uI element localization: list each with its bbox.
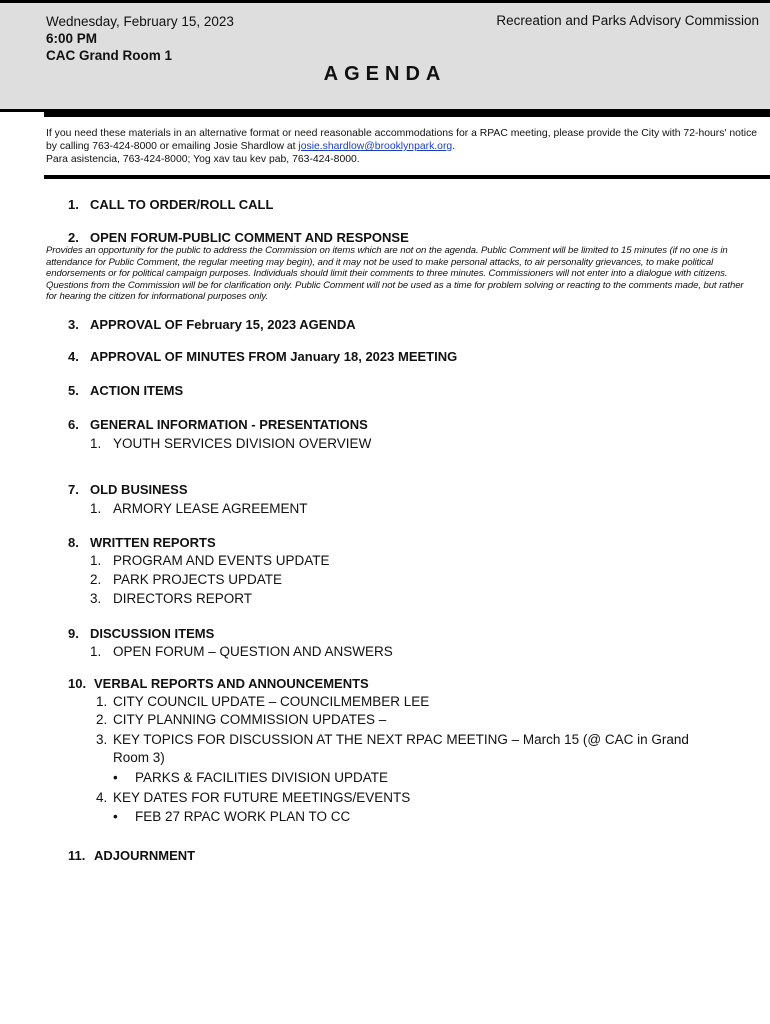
page-title: AGENDA — [323, 63, 447, 85]
sub-item-number: 3. — [96, 732, 108, 747]
sub-item-number: 3. — [90, 591, 102, 606]
accessibility-notice — [46, 127, 762, 166]
agenda-item — [68, 676, 369, 692]
item-number: 1. — [68, 197, 79, 212]
sub-item-label: PARK PROJECTS UPDATE — [113, 572, 283, 587]
item-label: ADJOURNMENT — [94, 848, 196, 863]
notice-period: . — [452, 141, 456, 152]
notice-text: If you need these materials in an alternative format or need reasonable accommodations for a RPAC meeting, please provide the City with 72-hours' notice by calling 763-424-8000 or emailing Josie Shardlow at — [46, 128, 758, 152]
sub-item — [96, 711, 386, 729]
item-number: 7. — [68, 482, 79, 497]
sub-item-label: YOUTH SERVICES DIVISION OVERVIEW — [113, 436, 372, 451]
sub-item-continuation: Room 3) — [113, 750, 165, 765]
notice-translation: Para asistencia, 763-424-8000; Yog xav tau kev pab, 763-424-8000. — [46, 154, 360, 165]
email-link[interactable]: josie.shardlow@brooklynpark.org — [298, 141, 453, 152]
item-label: ACTION ITEMS — [90, 383, 184, 398]
meeting-time: 6:00 PM — [46, 31, 98, 46]
agenda-item — [68, 482, 188, 498]
sub-item — [96, 693, 429, 711]
bullet-item — [113, 769, 388, 787]
meeting-room: CAC Grand Room 1 — [46, 48, 173, 63]
item-label: OLD BUSINESS — [90, 482, 188, 497]
sub-item — [96, 789, 410, 807]
item-label: WRITTEN REPORTS — [90, 535, 216, 550]
agenda-item — [68, 383, 183, 399]
item-number: 4. — [68, 349, 79, 364]
page-header — [0, 3, 770, 109]
sub-item — [90, 500, 308, 518]
agenda-item — [68, 197, 273, 213]
item-number: 2. — [68, 230, 79, 245]
sub-item-label: CITY PLANNING COMMISSION UPDATES – — [113, 712, 387, 727]
notice-divider — [44, 175, 770, 179]
sub-item-label: KEY TOPICS FOR DISCUSSION AT THE NEXT RPAC MEETING – March 15 (@ CAC in Grand — [113, 732, 689, 747]
sub-item — [90, 435, 371, 453]
agenda-item — [68, 317, 356, 333]
item-label: OPEN FORUM-PUBLIC COMMENT AND RESPONSE — [90, 230, 409, 245]
item-number: 11. — [68, 848, 86, 863]
bullet-glyph: • — [113, 809, 118, 824]
item-label: APPROVAL OF February 15, 2023 AGENDA — [90, 317, 356, 332]
sub-item-number: 1. — [90, 553, 102, 568]
sub-item-number: 4. — [96, 790, 108, 805]
sub-item-number: 1. — [96, 694, 108, 709]
item-number: 9. — [68, 626, 79, 641]
sub-item-number: 1. — [90, 501, 102, 516]
item-number: 8. — [68, 535, 79, 550]
sub-item-label: KEY DATES FOR FUTURE MEETINGS/EVENTS — [113, 790, 411, 805]
meeting-date: Wednesday, February 15, 2023 — [46, 14, 234, 29]
item-number: 3. — [68, 317, 79, 332]
item-label: APPROVAL OF MINUTES FROM January 18, 2023 MEETING — [90, 349, 458, 364]
item-label: DISCUSSION ITEMS — [90, 626, 215, 641]
sub-item-label: ARMORY LEASE AGREEMENT — [113, 501, 308, 516]
organization-name: Recreation and Parks Advisory Commission — [496, 13, 759, 28]
sub-item-label: CITY COUNCIL UPDATE – COUNCILMEMBER LEE — [113, 694, 430, 709]
sub-item-number: 1. — [90, 644, 102, 659]
agenda-item — [68, 230, 409, 246]
sub-item-label: DIRECTORS REPORT — [113, 591, 253, 606]
item-number: 6. — [68, 417, 79, 432]
bullet-item — [113, 808, 350, 826]
item-label: VERBAL REPORTS AND ANNOUNCEMENTS — [94, 676, 369, 691]
item-label: GENERAL INFORMATION - PRESENTATIONS — [90, 417, 368, 432]
sub-item — [90, 643, 393, 661]
item-description: Provides an opportunity for the public to address the Commission on items which are not on the agenda. Public Comment will be limited to 15 minutes (if no one is in attendance for Public Comment, the regular meeting may begin), and it may not be used to make personal attacks, to air personality grievances, to make political endorsements or for political campaign purposes. Individuals should limit their comments to three minutes. Commissioners will not enter into a dialogue with citizens. Questions from the Commission will be for clarification only. Public Comment will not be used as a time for problem solving or reacting to the comments made, but rather for hearing the citizen for informational purposes only. — [46, 245, 744, 303]
sub-item — [90, 571, 282, 589]
agenda-item — [68, 535, 216, 551]
sub-item — [90, 590, 252, 608]
divider-notch — [0, 112, 44, 117]
sub-item-number: 2. — [96, 712, 108, 727]
bullet-label: FEB 27 RPAC WORK PLAN TO CC — [135, 809, 351, 824]
item-number: 5. — [68, 383, 79, 398]
item-label: CALL TO ORDER/ROLL CALL — [90, 197, 274, 212]
sub-item — [96, 731, 689, 749]
agenda-item — [68, 349, 457, 365]
sub-item-number: 1. — [90, 436, 102, 451]
item-number: 10. — [68, 676, 87, 691]
sub-item-label: PROGRAM AND EVENTS UPDATE — [113, 553, 330, 568]
bullet-glyph: • — [113, 770, 118, 785]
header-divider — [0, 109, 770, 117]
agenda-item — [68, 417, 368, 433]
sub-item-number: 2. — [90, 572, 102, 587]
agenda-item — [68, 626, 214, 642]
agenda-item — [68, 848, 195, 864]
bullet-label: PARKS & FACILITIES DIVISION UPDATE — [135, 770, 389, 785]
sub-item — [90, 552, 330, 570]
sub-item-label: OPEN FORUM – QUESTION AND ANSWERS — [113, 644, 393, 659]
